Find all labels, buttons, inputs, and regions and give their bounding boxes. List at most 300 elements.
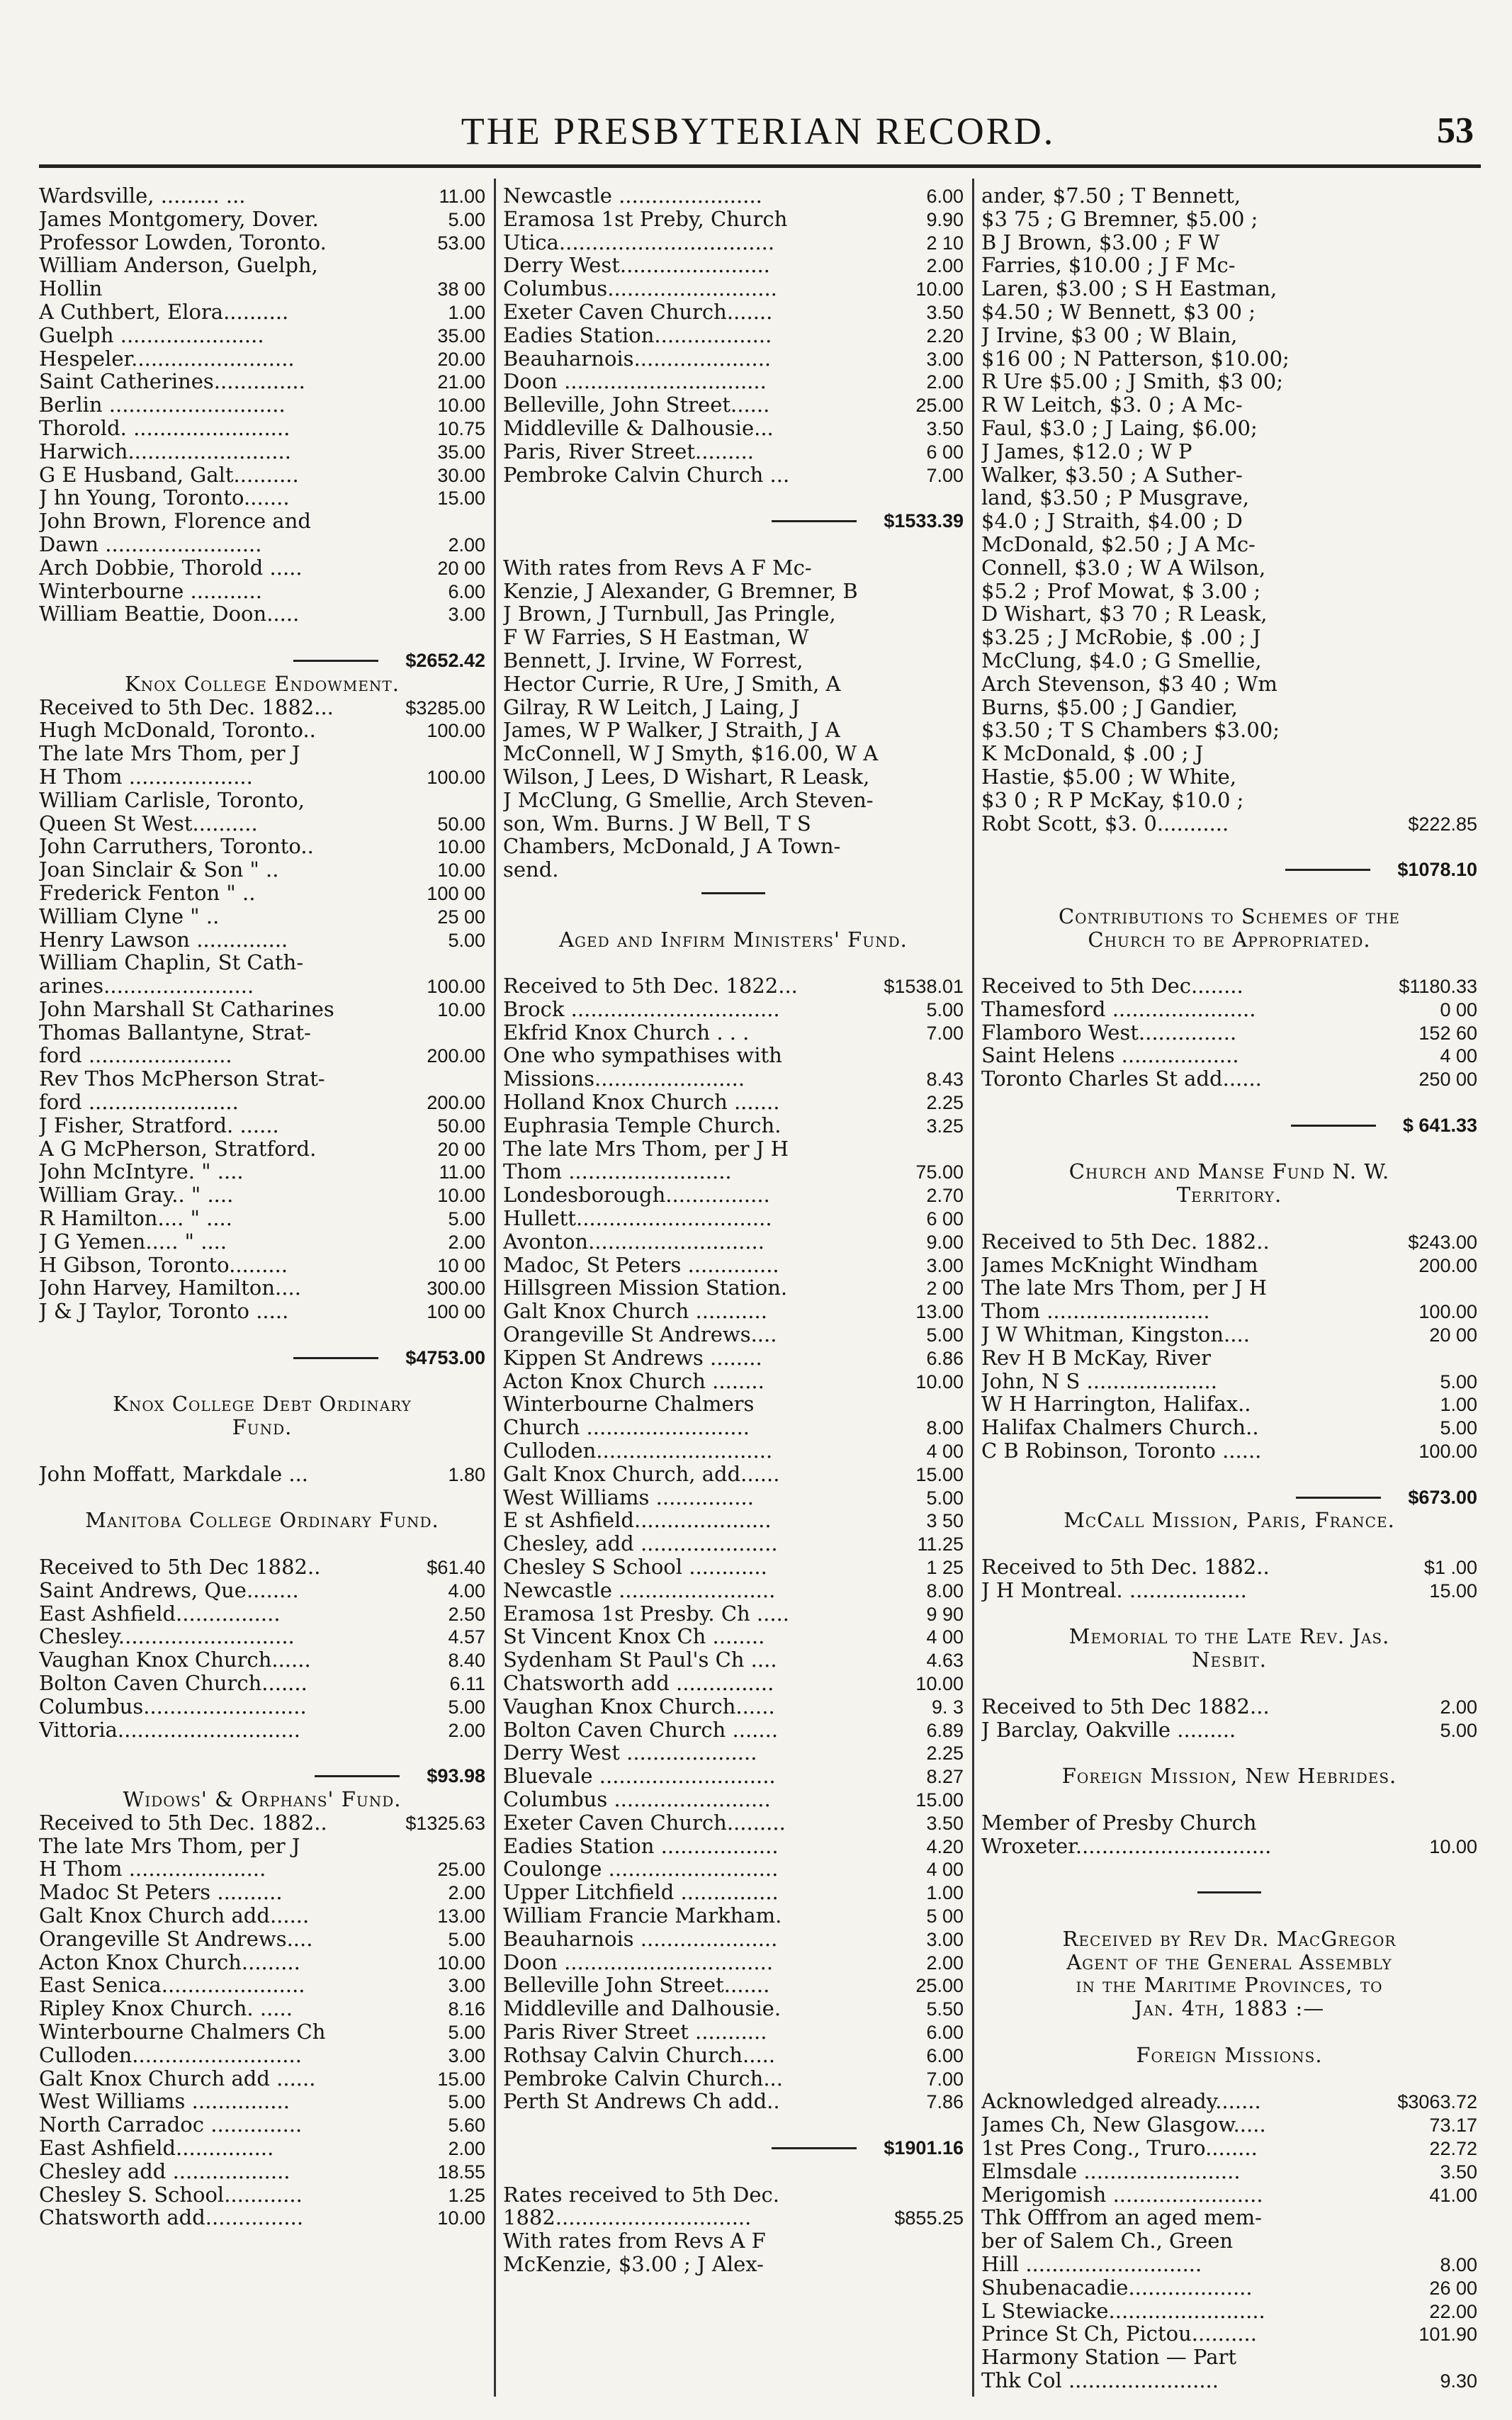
entry-amount: 11.00 bbox=[439, 1161, 485, 1183]
entry-amount: 200.00 bbox=[427, 1045, 485, 1067]
spacer bbox=[981, 1788, 1477, 1811]
entry-row bbox=[981, 1416, 1477, 1439]
paragraph-line bbox=[981, 719, 1477, 742]
entry-label: Chesley, add ..................... bbox=[503, 1532, 778, 1556]
section-heading bbox=[39, 1509, 485, 1532]
entry-amount: 5.00 bbox=[926, 1324, 964, 1346]
spacer bbox=[981, 2067, 1477, 2090]
page-number: 53 bbox=[1437, 111, 1474, 151]
entry-label: $3.25 ; J McRobie, $ .00 ; J bbox=[981, 626, 1261, 649]
entry-label: Chesley S. School............ bbox=[39, 2183, 303, 2207]
entry-row bbox=[39, 2067, 485, 2090]
entry-label: D Wishart, $3 70 ; R Leask, bbox=[981, 602, 1268, 626]
entry-row bbox=[39, 440, 485, 463]
entry-row bbox=[981, 2276, 1477, 2300]
entry-label: The late Mrs Thom, per J bbox=[39, 1834, 300, 1858]
entry-row bbox=[503, 208, 964, 231]
entry-label: William Chaplin, St Cath- bbox=[39, 951, 304, 975]
entry-row bbox=[39, 1555, 485, 1579]
entry-amount: 75.00 bbox=[915, 1161, 964, 1183]
entry-label: Acknowledged already....... bbox=[981, 2090, 1261, 2114]
entry-label: Culloden........................... bbox=[503, 1439, 773, 1463]
entry-row bbox=[981, 2206, 1477, 2229]
entry-label: J McClung, G Smellie, Arch Steven- bbox=[503, 788, 874, 812]
column-divider bbox=[972, 179, 974, 2397]
entry-amount: 5 00 bbox=[926, 1905, 964, 1927]
entry-amount: 25.00 bbox=[915, 395, 964, 417]
total-row bbox=[39, 649, 485, 672]
entry-row bbox=[39, 1276, 485, 1300]
entry-row bbox=[39, 835, 485, 858]
total-amount: $ 641.33 bbox=[1402, 1114, 1477, 1136]
entry-amount: 9.00 bbox=[926, 1231, 964, 1253]
spacer bbox=[981, 1532, 1477, 1555]
entry-amount: 6 00 bbox=[926, 441, 964, 463]
entry-row bbox=[39, 324, 485, 347]
entry-label: $4.0 ; J Straith, $4.00 ; D bbox=[981, 510, 1243, 533]
entry-label: J W Whitman, Kingston.... bbox=[981, 1323, 1250, 1346]
header-rule bbox=[39, 164, 1481, 168]
entry-label: West Williams ............... bbox=[503, 1485, 754, 1509]
entry-row bbox=[39, 1300, 485, 1323]
entry-label: Arch Dobbie, Thorold ..... bbox=[39, 556, 303, 580]
entry-amount: 4 00 bbox=[926, 1626, 964, 1648]
entry-row bbox=[503, 300, 964, 324]
entry-row bbox=[503, 1463, 964, 1486]
entry-row bbox=[503, 1997, 964, 2020]
entry-label: Toronto Charles St add...... bbox=[981, 1067, 1262, 1091]
entry-row bbox=[503, 2044, 964, 2067]
entry-amount: 4.20 bbox=[926, 1835, 964, 1857]
entry-amount: 22.72 bbox=[1429, 2137, 1477, 2159]
entry-amount: 4.57 bbox=[448, 1626, 485, 1648]
entry-label: Vaughan Knox Church...... bbox=[503, 1694, 775, 1718]
heading-text: Church to be Appropriated. bbox=[1088, 928, 1371, 952]
entry-amount: 10.00 bbox=[437, 2207, 485, 2229]
entry-label: Rev H B McKay, River bbox=[981, 1346, 1212, 1370]
entry-label: J Irvine, $3 00 ; W Blain, bbox=[981, 323, 1238, 347]
entry-row bbox=[503, 1579, 964, 1602]
entry-label: John Moffatt, Markdale ... bbox=[39, 1462, 309, 1486]
entry-row bbox=[503, 2229, 964, 2253]
entry-row bbox=[39, 765, 485, 789]
entry-row bbox=[503, 324, 964, 347]
entry-row bbox=[981, 1695, 1477, 1718]
entry-row bbox=[39, 928, 485, 952]
entry-label: Prince St Ch, Pictou.......... bbox=[981, 2322, 1257, 2346]
entry-row bbox=[39, 1067, 485, 1091]
paragraph-line bbox=[503, 835, 964, 858]
entry-row bbox=[503, 2206, 964, 2229]
entry-row bbox=[981, 2322, 1477, 2346]
entry-amount: 2.00 bbox=[926, 371, 964, 393]
total-row bbox=[39, 1765, 485, 1788]
entry-label: Hollin bbox=[39, 277, 103, 300]
entry-row bbox=[39, 1091, 485, 1114]
entry-label: Orangeville St Andrews.... bbox=[39, 1927, 313, 1951]
entry-label: Newcastle ...................... bbox=[503, 184, 762, 208]
entry-amount: 9.90 bbox=[926, 208, 964, 230]
entry-amount: 73.17 bbox=[1429, 2115, 1477, 2137]
entry-amount: 5.00 bbox=[448, 1928, 485, 1950]
entry-label: L Stewiacke........................ bbox=[981, 2299, 1265, 2323]
section-heading bbox=[981, 1648, 1477, 1672]
spacer bbox=[981, 951, 1477, 974]
total-amount: $1901.16 bbox=[884, 2137, 964, 2159]
entry-amount: 10.00 bbox=[437, 1952, 485, 1974]
entry-row bbox=[503, 1532, 964, 1555]
entry-label bbox=[772, 520, 857, 522]
entry-label: Hill ........................... bbox=[981, 2252, 1202, 2276]
entry-label: North Carradoc .............. bbox=[39, 2113, 303, 2137]
entry-label: Exeter Caven Church......... bbox=[503, 1811, 786, 1835]
entry-label: ford ...................... bbox=[39, 1044, 232, 1068]
entry-amount: 2.00 bbox=[448, 2137, 485, 2159]
entry-row bbox=[39, 1183, 485, 1207]
entry-row bbox=[503, 277, 964, 300]
entry-label: Madoc St Peters .......... bbox=[39, 1881, 283, 1904]
entry-row bbox=[503, 1835, 964, 1858]
spacer bbox=[39, 1323, 485, 1346]
section-heading bbox=[39, 1788, 485, 1811]
entry-label: Sydenham St Paul's Ch .... bbox=[503, 1648, 777, 1672]
entry-amount: 50.00 bbox=[437, 813, 485, 835]
entry-amount: $855.25 bbox=[894, 2207, 964, 2229]
entry-amount: 6.00 bbox=[926, 2021, 964, 2043]
entry-amount: 3.00 bbox=[448, 1975, 485, 1997]
entry-label: Bolton Caven Church ....... bbox=[503, 1718, 779, 1742]
total-amount: $1533.39 bbox=[884, 510, 964, 532]
entry-label: Bolton Caven Church....... bbox=[39, 1672, 308, 1695]
entry-label: Shubenacadie................... bbox=[981, 2275, 1253, 2300]
entry-row bbox=[503, 1904, 964, 1927]
entry-row bbox=[981, 1811, 1477, 1835]
paragraph-line bbox=[503, 742, 964, 765]
section-heading bbox=[981, 1625, 1477, 1648]
entry-row bbox=[981, 2229, 1477, 2253]
entry-row bbox=[981, 2253, 1477, 2276]
entry-amount: $1325.63 bbox=[405, 1812, 485, 1834]
paragraph-line bbox=[981, 347, 1477, 371]
entry-amount: 2.00 bbox=[448, 1882, 485, 1904]
entry-label: $3.50 ; T S Chambers $3.00; bbox=[981, 719, 1280, 743]
entry-amount: 20 00 bbox=[1429, 1324, 1477, 1346]
entry-amount: 7.86 bbox=[926, 2091, 964, 2113]
heading-text: Nesbit. bbox=[1192, 1648, 1267, 1672]
entry-amount: 200.00 bbox=[427, 1092, 485, 1114]
separator-rule bbox=[981, 1881, 1477, 1904]
entry-label: East Ashfield................ bbox=[39, 1602, 281, 1626]
entry-row bbox=[981, 2183, 1477, 2207]
entry-row bbox=[503, 1323, 964, 1346]
entry-row bbox=[39, 1997, 485, 2020]
entry-label: Gilray, R W Leitch, J Laing, J bbox=[503, 695, 800, 719]
entry-label: J James, $12.0 ; W P bbox=[981, 439, 1192, 463]
entry-label: Hastie, $5.00 ; W White, bbox=[981, 765, 1237, 789]
entry-label: Church ......................... bbox=[503, 1416, 750, 1440]
entry-label: Received to 5th Dec. 1882.. bbox=[981, 1555, 1270, 1579]
entry-label: Received to 5th Dec. 1822... bbox=[503, 974, 798, 998]
spacer bbox=[39, 1741, 485, 1765]
paragraph-line bbox=[503, 672, 964, 696]
entry-label: Chambers, McDonald, J A Town- bbox=[503, 835, 841, 859]
paragraph-line bbox=[981, 649, 1477, 672]
entry-label: F W Farries, S H Eastman, W bbox=[503, 626, 809, 649]
entry-amount: 35.00 bbox=[437, 325, 485, 347]
entry-row bbox=[39, 556, 485, 580]
entry-label: Thom ......................... bbox=[981, 1300, 1210, 1324]
entry-row bbox=[39, 1857, 485, 1881]
entry-label: Vittoria............................ bbox=[39, 1718, 301, 1742]
entry-label: Holland Knox Church ....... bbox=[503, 1091, 780, 1114]
entry-row bbox=[503, 184, 964, 208]
entry-row bbox=[981, 2137, 1477, 2160]
entry-label: John Marshall St Catharines bbox=[39, 997, 334, 1021]
entry-label: Paris, River Street......... bbox=[503, 439, 755, 463]
entry-row bbox=[503, 1416, 964, 1439]
entry-amount: 10.00 bbox=[915, 1371, 964, 1392]
entry-amount: 13.00 bbox=[437, 1905, 485, 1927]
paragraph-line bbox=[503, 789, 964, 812]
entry-label bbox=[1197, 1891, 1261, 1893]
entry-label: Euphrasia Temple Church. bbox=[503, 1113, 782, 1137]
entry-label: McClung, $4.0 ; G Smellie, bbox=[981, 648, 1262, 672]
paragraph-line bbox=[981, 254, 1477, 277]
section-heading bbox=[981, 1160, 1477, 1183]
paragraph-line bbox=[981, 533, 1477, 556]
entry-row bbox=[39, 2206, 485, 2229]
entry-label: Eramosa 1st Presby. Ch ..... bbox=[503, 1602, 790, 1626]
entry-label: Rothsay Calvin Church..... bbox=[503, 2043, 776, 2067]
entry-row bbox=[39, 2160, 485, 2183]
entry-row bbox=[503, 1067, 964, 1091]
entry-label: Belleville John Street....... bbox=[503, 1974, 770, 1998]
entry-amount: 1.25 bbox=[448, 2184, 485, 2206]
entry-row bbox=[503, 974, 964, 998]
entry-row bbox=[503, 998, 964, 1021]
entry-label: Dawn ........................ bbox=[39, 532, 262, 556]
running-title: THE PRESBYTERIAN RECORD. bbox=[461, 110, 1056, 152]
entry-row bbox=[39, 974, 485, 998]
entry-label: Pembroke Calvin Church... bbox=[503, 2066, 783, 2090]
entry-row bbox=[503, 1021, 964, 1045]
entry-amount: 100.00 bbox=[1418, 1441, 1477, 1463]
entry-amount: 5.00 bbox=[448, 208, 485, 230]
entry-label: Kenzie, J Alexander, G Bremner, B bbox=[503, 579, 858, 603]
paragraph-line bbox=[981, 486, 1477, 510]
entry-label: William Carlisle, Toronto, bbox=[39, 788, 305, 812]
entry-label: Saint Helens .................. bbox=[981, 1044, 1239, 1068]
entry-row bbox=[39, 208, 485, 231]
entry-label: Madoc, St Peters .............. bbox=[503, 1253, 779, 1277]
entry-row bbox=[503, 1625, 964, 1648]
entry-row bbox=[39, 1927, 485, 1951]
entry-label: The late Mrs Thom, per J bbox=[39, 742, 300, 765]
heading-text: in the Maritime Provinces, to bbox=[1076, 1974, 1383, 1998]
entry-label: K McDonald, $ .00 ; J bbox=[981, 742, 1204, 765]
entry-amount: 5.00 bbox=[448, 2091, 485, 2113]
paragraph-line bbox=[981, 300, 1477, 324]
entry-label: James Ch, New Glasgow..... bbox=[981, 2113, 1266, 2137]
entry-amount: 15.00 bbox=[915, 1789, 964, 1811]
entry-label: Thom ......................... bbox=[503, 1160, 732, 1184]
entry-label: Beauharnois..................... bbox=[503, 347, 772, 371]
heading-text: Foreign Mission, New Hebrides. bbox=[1061, 1765, 1397, 1788]
entry-row bbox=[39, 463, 485, 487]
entry-amount: 100.00 bbox=[427, 766, 485, 788]
entry-amount: 10.00 bbox=[437, 836, 485, 858]
entry-label: J Barclay, Oakville ......... bbox=[981, 1718, 1236, 1742]
entry-label: Ripley Knox Church. ..... bbox=[39, 1997, 293, 2020]
entry-row bbox=[981, 1230, 1477, 1254]
entry-amount: 26 00 bbox=[1429, 2277, 1477, 2299]
entry-row bbox=[503, 1114, 964, 1137]
paragraph-line bbox=[981, 463, 1477, 487]
entry-label: H Gibson, Toronto......... bbox=[39, 1253, 288, 1277]
entry-amount: 10.00 bbox=[437, 860, 485, 882]
entry-row bbox=[503, 1765, 964, 1788]
entry-label: Utica................................. bbox=[503, 230, 775, 254]
entry-label: Galt Knox Church ........... bbox=[503, 1300, 767, 1324]
entry-label: Wilson, J Lees, D Wishart, R Leask, bbox=[503, 765, 870, 789]
entry-amount: 11.25 bbox=[917, 1533, 964, 1555]
column-right bbox=[981, 184, 1477, 2392]
entry-amount: 3.50 bbox=[926, 1812, 964, 1834]
entry-row bbox=[981, 974, 1477, 998]
entry-label: $5.2 ; Prof Mowat, $ 3.00 ; bbox=[981, 579, 1261, 603]
spacer bbox=[981, 1091, 1477, 1114]
entry-label: $4.50 ; W Bennett, $3 00 ; bbox=[981, 300, 1256, 324]
entry-row bbox=[981, 1254, 1477, 1277]
entry-amount: 6.11 bbox=[449, 1673, 485, 1694]
entry-row bbox=[981, 2113, 1477, 2137]
entry-amount: $1538.01 bbox=[884, 976, 964, 998]
entry-label: Bennett, J. Irvine, W Forrest, bbox=[503, 648, 803, 672]
entry-label: Merigomish ....................... bbox=[981, 2183, 1263, 2207]
entry-label: With rates from Revs A F bbox=[503, 2229, 766, 2253]
entry-row bbox=[39, 184, 485, 208]
entry-amount: $1 .00 bbox=[1423, 1557, 1477, 1579]
heading-text: Jan. 4th, 1883 :— bbox=[1134, 1997, 1325, 2020]
entry-amount: 5.00 bbox=[448, 1696, 485, 1718]
entry-label: Chesley add .................. bbox=[39, 2159, 290, 2183]
column-middle bbox=[503, 184, 964, 2276]
entry-label: Laren, $3.00 ; S H Eastman, bbox=[981, 277, 1277, 300]
entry-label: McKenzie, $3.00 ; J Alex- bbox=[503, 2252, 764, 2276]
entry-label: With rates from Revs A F Mc- bbox=[503, 556, 812, 580]
entry-amount: 8.27 bbox=[926, 1766, 964, 1788]
paragraph-line bbox=[503, 765, 964, 789]
entry-row bbox=[39, 998, 485, 1021]
entry-amount: 8.16 bbox=[448, 1998, 485, 2020]
entry-label: The late Mrs Thom, per J H bbox=[981, 1276, 1268, 1300]
entry-label: Frederick Fenton " .. bbox=[39, 881, 256, 905]
entry-label: Doon ................................ bbox=[503, 1950, 774, 1974]
entry-label: Winterbourne ........... bbox=[39, 579, 262, 603]
entry-label: Winterbourne Chalmers bbox=[503, 1392, 755, 1417]
entry-amount: 50.00 bbox=[437, 1115, 485, 1137]
entry-label: Faul, $3.0 ; J Laing, $6.00; bbox=[981, 416, 1258, 440]
entry-label: John, N S .................... bbox=[981, 1369, 1217, 1393]
entry-row bbox=[39, 510, 485, 533]
entry-amount: 2 00 bbox=[926, 1278, 964, 1300]
spacer bbox=[981, 1904, 1477, 1927]
entry-row bbox=[503, 1486, 964, 1509]
entry-row bbox=[39, 2137, 485, 2160]
entry-amount: 25.00 bbox=[437, 1859, 485, 1881]
entry-label: Wroxeter.............................. bbox=[981, 1834, 1272, 1858]
entry-amount: 53.00 bbox=[437, 232, 485, 254]
entry-amount: 3.00 bbox=[448, 2044, 485, 2066]
paragraph-line bbox=[981, 231, 1477, 254]
entry-label: Hespeler......................... bbox=[39, 347, 295, 371]
entry-label: Elmsdale ........................ bbox=[981, 2159, 1241, 2183]
entry-label bbox=[1285, 869, 1370, 871]
entry-amount: 1.00 bbox=[448, 301, 485, 323]
entry-row bbox=[503, 1695, 964, 1718]
section-heading bbox=[981, 928, 1477, 952]
entry-amount: 3.00 bbox=[926, 348, 964, 370]
entry-amount: 100.00 bbox=[1418, 1301, 1477, 1323]
entry-label: Columbus......................... bbox=[39, 1694, 307, 1718]
entry-row bbox=[39, 1602, 485, 1626]
entry-row bbox=[981, 1370, 1477, 1393]
paragraph-line bbox=[503, 602, 964, 626]
entry-amount: 5.00 bbox=[1440, 1417, 1477, 1439]
entry-label: Bluevale ........................... bbox=[503, 1765, 776, 1788]
entry-row bbox=[503, 1811, 964, 1835]
paragraph-line bbox=[981, 417, 1477, 440]
spacer bbox=[981, 1207, 1477, 1230]
spacer bbox=[39, 626, 485, 649]
entry-row bbox=[39, 1695, 485, 1718]
heading-text: Church and Manse Fund N. W. bbox=[1068, 1160, 1390, 1184]
entry-label bbox=[701, 892, 765, 894]
heading-text: Fund. bbox=[232, 1416, 293, 1440]
page-header bbox=[0, 0, 1512, 177]
entry-amount: 5.00 bbox=[448, 929, 485, 951]
spacer bbox=[503, 905, 964, 928]
entry-amount: 10.00 bbox=[437, 1185, 485, 1207]
paragraph-line bbox=[503, 580, 964, 603]
entry-row bbox=[503, 1555, 964, 1579]
entry-label: B J Brown, $3.00 ; F W bbox=[981, 230, 1220, 254]
entry-amount: 3.25 bbox=[926, 1115, 964, 1137]
entry-label: arines....................... bbox=[39, 974, 254, 998]
spacer bbox=[503, 951, 964, 974]
entry-row bbox=[39, 2020, 485, 2044]
entry-label: Chesley........................... bbox=[39, 1625, 295, 1649]
entry-amount: 5.50 bbox=[926, 1998, 964, 2020]
entry-label: H Thom ..................... bbox=[39, 1857, 266, 1881]
entry-label: Thk Offfrom an aged mem- bbox=[981, 2206, 1262, 2230]
entry-label: E st Ashfield..................... bbox=[503, 1509, 772, 1533]
entry-label: Exeter Caven Church....... bbox=[503, 300, 773, 324]
entry-amount: 152 60 bbox=[1418, 1022, 1477, 1044]
entry-amount: $3285.00 bbox=[405, 697, 485, 719]
entry-row bbox=[503, 1857, 964, 1881]
entry-label: One who sympathises with bbox=[503, 1044, 782, 1068]
entry-label: R W Leitch, $3. 0 ; A Mc- bbox=[981, 393, 1243, 417]
entry-row bbox=[39, 602, 485, 626]
spacer bbox=[39, 1532, 485, 1555]
section-heading bbox=[981, 1997, 1477, 2020]
entry-amount: 2.00 bbox=[1440, 1696, 1477, 1718]
entry-label: Flamboro West............... bbox=[981, 1020, 1237, 1045]
entry-amount: 4.00 bbox=[448, 1580, 485, 1602]
entry-label: J H Montreal. .................. bbox=[981, 1578, 1247, 1602]
heading-text: Aged and Infirm Ministers' Fund. bbox=[559, 928, 908, 952]
